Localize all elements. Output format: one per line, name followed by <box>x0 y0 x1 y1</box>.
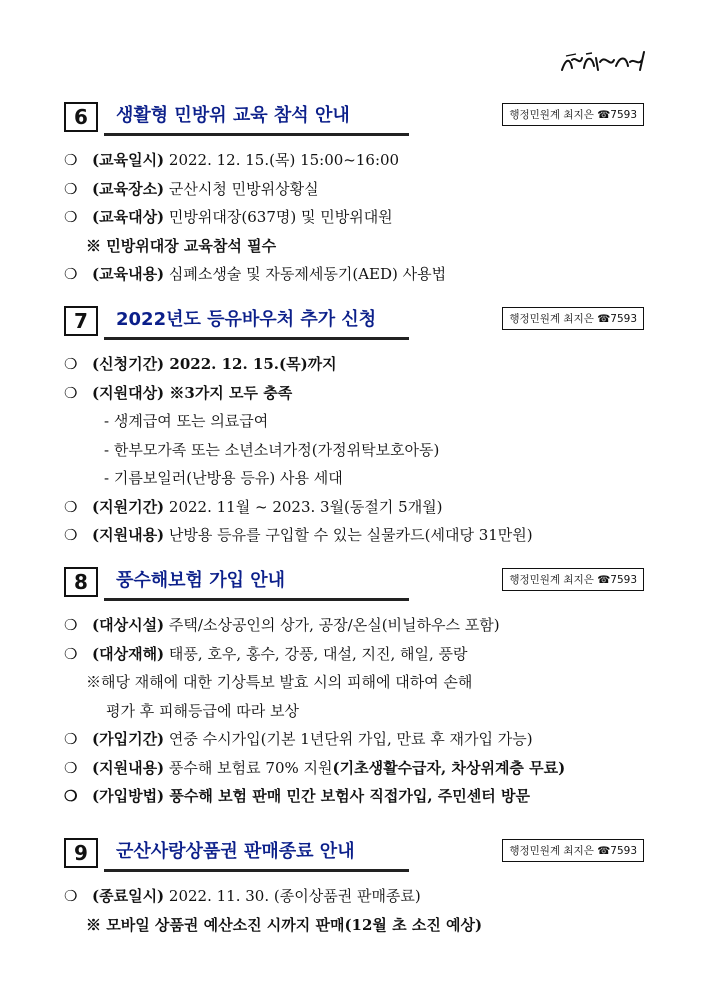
title-underline <box>104 869 409 872</box>
title-underline <box>104 133 409 136</box>
note-line: ※해당 재해에 대한 기상특보 발효 시의 피해에 대하여 손해 <box>86 673 473 691</box>
section-header <box>64 838 644 872</box>
contact-box: 행정민원계 최지은 ☎7593 <box>502 103 644 126</box>
info-line: ❍ (종료일시) 2022. 11. 30. (종이상품권 판매종료) <box>64 887 421 905</box>
section-header <box>64 306 644 340</box>
info-line: ❍ (지원기간) 2022. 11월 ~ 2023. 3월(동절기 5개월) <box>64 497 443 516</box>
section-number: 7 <box>64 306 98 336</box>
info-line: ❍ (대상시설) 주택/소상공인의 상가, 공장/온실(비닐하우스 포함) <box>64 616 500 634</box>
section-number: 6 <box>64 102 98 132</box>
title-underline <box>104 598 409 601</box>
info-line: ❍ (신청기간) 2022. 12. 15.(목)까지 <box>64 355 337 373</box>
section-9 <box>64 838 644 939</box>
contact-box: 행정민원계 최지은 ☎7593 <box>502 839 644 862</box>
dash-line: - 한부모가족 또는 소년소녀가정(가정위탁보호아동) <box>104 440 440 459</box>
info-line: ❍ (교육장소) 군산시청 민방위상황실 <box>64 179 319 198</box>
section-title: 군산사랑상품권 판매종료 안내 <box>116 841 355 862</box>
info-line: ❍ (지원내용) 난방용 등유를 구입할 수 있는 실물카드(세대당 31만원) <box>64 526 533 544</box>
dash-line: - 생계급여 또는 의료급여 <box>104 412 269 430</box>
section-6 <box>64 102 644 289</box>
section-title: 생활형 민방위 교육 참석 안내 <box>116 105 350 126</box>
info-line: ❍ (대상재해) 태풍, 호우, 홍수, 강풍, 대설, 지진, 해일, 풍랑 <box>64 644 468 663</box>
gunsan-logo-signature <box>556 48 652 78</box>
section-title: 2022년도 등유바우처 추가 신청 <box>116 309 377 330</box>
info-line: ❍ (지원내용) 풍수해 보험료 70% 지원(기초생활수급자, 차상위계층 무료) <box>64 758 566 777</box>
info-line: ❍ (가입방법) 풍수해 보험 판매 민간 보험사 직접가입, 주민센터 방문 <box>64 787 530 805</box>
section-7 <box>64 306 644 550</box>
info-line: ❍ (지원대상) ※3가지 모두 충족 <box>64 383 293 402</box>
dash-line: - 기름보일러(난방용 등유) 사용 세대 <box>104 469 343 487</box>
contact-box: 행정민원계 최지은 ☎7593 <box>502 568 644 591</box>
note-line: ※ 모바일 상품권 예산소진 시까지 판매(12월 초 소진 예상) <box>86 915 483 934</box>
info-line: ❍ (가입기간) 연중 수시가입(기본 1년단위 가입, 만료 후 재가입 가능) <box>64 730 533 748</box>
section-title: 풍수해보험 가입 안내 <box>116 570 286 591</box>
section-number: 9 <box>64 838 98 868</box>
section-header <box>64 567 644 601</box>
section-header <box>64 102 644 136</box>
section-8 <box>64 567 644 811</box>
note-line-continued: 평가 후 피해등급에 따라 보상 <box>106 701 299 720</box>
section-number: 8 <box>64 567 98 597</box>
info-line: ❍ (교육대상) 민방위대장(637명) 및 민방위대원 <box>64 208 393 226</box>
info-line: ❍ (교육일시) 2022. 12. 15.(목) 15:00~16:00 <box>64 151 400 169</box>
contact-box: 행정민원계 최지은 ☎7593 <box>502 307 644 330</box>
info-line: ❍ (교육내용) 심폐소생술 및 자동제세동기(AED) 사용법 <box>64 265 447 283</box>
title-underline <box>104 337 409 340</box>
note-line: ※ 민방위대장 교육참석 필수 <box>86 236 277 255</box>
